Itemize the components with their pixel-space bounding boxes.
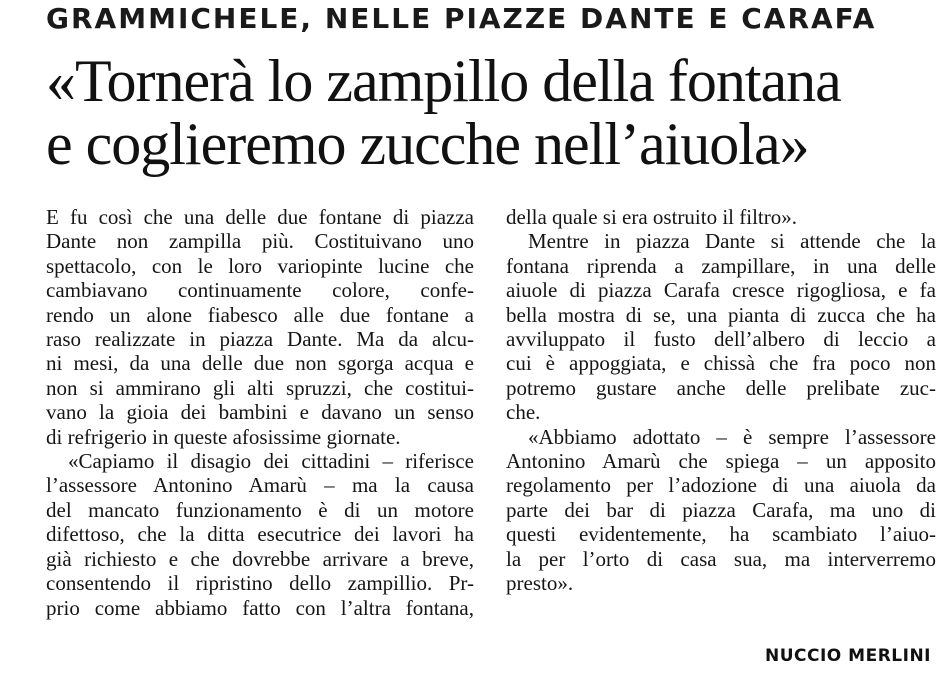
body-line: spettacolo, con le loro variopinte lucine che xyxy=(46,253,474,278)
body-line: avviluppato il fusto dell’albero di leccio a xyxy=(506,327,936,352)
body-line: «Abbiamo adottato – è sempre l’assessore xyxy=(528,424,936,449)
body-line: della quale si era ostruito il filtro». xyxy=(506,205,798,229)
body-line: prio come abbiamo fatto con l’altra fontana, xyxy=(46,595,474,620)
headline-line: «Tornerà lo zampillo della fontana xyxy=(46,48,841,114)
article-column-right xyxy=(506,205,936,596)
body-line: che. xyxy=(506,400,541,425)
body-line: Antonino Amarù che spiega – un apposito xyxy=(506,449,936,474)
headline xyxy=(46,50,941,176)
body-line: bella mostra di se, una pianta di zucca che ha xyxy=(506,302,936,327)
body-line: già richiesto e che dovrebbe arrivare a breve, xyxy=(46,546,474,571)
body-line: difettoso, che la ditta esecutrice dei lavori ha xyxy=(46,522,474,547)
body-line: l’assessore Antonino Amarù – ma la causa xyxy=(46,473,474,498)
body-line: Mentre in piazza Dante si attende che la xyxy=(528,229,936,254)
body-line: la per l’orto di casa sua, ma interverremo xyxy=(506,546,936,571)
author-byline: NUCCIO MERLINI xyxy=(764,646,931,666)
body-line: «Capiamo il disagio dei cittadini – riferisce xyxy=(68,449,474,474)
article-column-left xyxy=(46,205,474,620)
body-line: vano la gioia dei bambini e davano un senso xyxy=(46,400,474,425)
kicker: GRAMMICHELE, NELLE PIAZZE DANTE E CARAFA xyxy=(46,2,877,35)
body-line: del mancato funzionamento è di un motore xyxy=(46,497,474,522)
body-line: ni mesi, da una delle due non sgorga acqua e xyxy=(46,351,474,376)
headline-line: e coglieremo zucche nell’aiuola» xyxy=(46,111,809,177)
body-line: rendo un alone fiabesco alle due fontane a xyxy=(46,302,474,327)
body-line: non si ammirano gli alti spruzzi, che costitui- xyxy=(46,375,474,400)
body-line: aiuole di piazza Carafa cresce rigogliosa, e fa xyxy=(506,278,936,303)
body-line: cambiavano continuamente colore, confe- xyxy=(46,278,474,303)
body-line: di refrigerio in queste afosissime giornate. xyxy=(46,424,401,449)
body-line: presto». xyxy=(506,571,574,596)
body-line: E fu così che una delle due fontane di piazza xyxy=(46,205,474,229)
body-line: fontana riprenda a zampillare, in una delle xyxy=(506,253,936,278)
body-line: regolamento per l’adozione di una aiuola da xyxy=(506,473,936,498)
body-line: parte dei bar di piazza Carafa, ma uno di xyxy=(506,497,936,522)
body-line: raso realizzate in piazza Dante. Ma da alcu- xyxy=(46,327,474,352)
body-line: potremo gustare anche delle prelibate zuc- xyxy=(506,375,936,400)
body-line: cui è appoggiata, e chissà che fra poco non xyxy=(506,351,936,376)
body-line: questi evidentemente, ha scambiato l’aiuo- xyxy=(506,522,936,547)
body-line: Dante non zampilla più. Costituivano uno xyxy=(46,229,474,254)
body-line: consentendo il ripristino dello zampillio. Pr- xyxy=(46,571,474,596)
